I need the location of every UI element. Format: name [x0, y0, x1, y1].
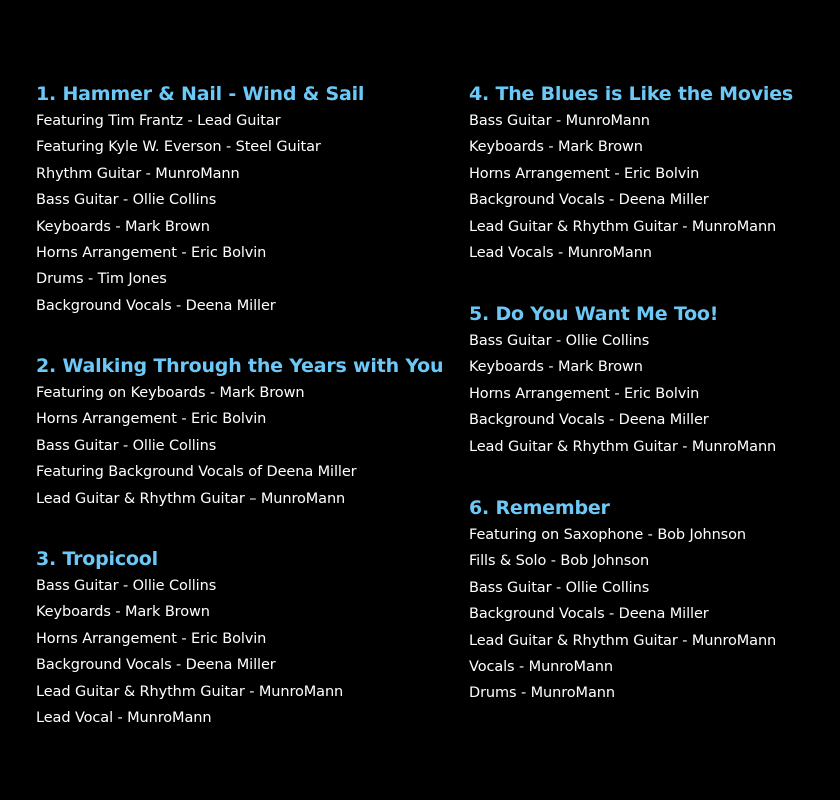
track-5	[469, 300, 776, 460]
credit-line: Bass Guitar - Ollie Collins	[36, 437, 217, 454]
credit-line: Drums - MunroMann	[469, 685, 615, 702]
track-1	[36, 80, 364, 319]
credit-line: Keyboards - Mark Brown	[36, 604, 210, 621]
credit-line: Horns Arrangement - Eric Bolvin	[469, 165, 700, 182]
credit-line: Background Vocals - Deena Miller	[36, 657, 276, 674]
credit-line: Vocals - MunroMann	[469, 658, 613, 675]
credit-line: Bass Guitar - Ollie Collins	[36, 578, 217, 594]
credit-line: Fills & Solo - Bob Johnson	[469, 553, 650, 570]
track-title: 6. Remember	[469, 497, 610, 519]
credit-line: Bass Guitar - MunroMann	[469, 113, 650, 129]
credit-line: Background Vocals - Deena Miller	[36, 297, 276, 314]
track-4	[469, 80, 793, 266]
credit-line: Drums - Tim Jones	[36, 271, 167, 288]
credit-line: Background Vocals - Deena Miller	[469, 606, 709, 623]
track-2	[36, 352, 443, 512]
credit-line: Lead Vocals - MunroMann	[469, 244, 652, 261]
credit-line: Bass Guitar - Ollie Collins	[469, 579, 650, 596]
track-title: 1. Hammer & Nail - Wind & Sail	[36, 83, 365, 105]
credit-line: Rhythm Guitar - MunroMann	[36, 165, 240, 182]
credit-line: Background Vocals - Deena Miller	[469, 412, 709, 429]
credit-line: Lead Guitar & Rhythm Guitar - MunroMann	[469, 438, 777, 455]
credit-line: Featuring on Keyboards - Mark Brown	[36, 385, 305, 401]
credit-line: Lead Vocal - MunroMann	[36, 709, 212, 726]
credit-line: Horns Arrangement - Eric Bolvin	[36, 244, 267, 261]
credit-line: Keyboards - Mark Brown	[469, 139, 643, 156]
credit-line: Horns Arrangement - Eric Bolvin	[36, 630, 267, 647]
credit-line: Keyboards - Mark Brown	[469, 359, 643, 376]
track-title: 2. Walking Through the Years with You	[36, 355, 444, 377]
track-title: 4. The Blues is Like the Movies	[469, 83, 794, 105]
credit-line: Bass Guitar - Ollie Collins	[36, 192, 217, 209]
credit-line: Background Vocals - Deena Miller	[469, 192, 709, 209]
credit-line: Featuring Kyle W. Everson - Steel Guitar	[36, 139, 321, 156]
credit-line: Featuring on Saxophone - Bob Johnson	[469, 527, 746, 543]
credit-line: Keyboards - Mark Brown	[36, 218, 210, 235]
credit-line: Bass Guitar - Ollie Collins	[469, 333, 650, 349]
credit-line: Featuring Tim Frantz - Lead Guitar	[36, 113, 281, 129]
credit-line: Featuring Background Vocals of Deena Miller	[36, 464, 357, 481]
credit-line: Horns Arrangement - Eric Bolvin	[469, 385, 700, 402]
credit-line: Lead Guitar & Rhythm Guitar – MunroMann	[36, 490, 346, 507]
track-title: 3. Tropicool	[36, 548, 158, 570]
credit-line: Horns Arrangement - Eric Bolvin	[36, 411, 267, 428]
credit-line: Lead Guitar & Rhythm Guitar - MunroMann	[36, 683, 344, 700]
credit-line: Lead Guitar & Rhythm Guitar - MunroMann	[469, 632, 777, 649]
track-3	[36, 545, 343, 731]
track-title: 5. Do You Want Me Too!	[469, 303, 719, 325]
track-6	[469, 494, 776, 707]
credit-line: Lead Guitar & Rhythm Guitar - MunroMann	[469, 218, 777, 235]
